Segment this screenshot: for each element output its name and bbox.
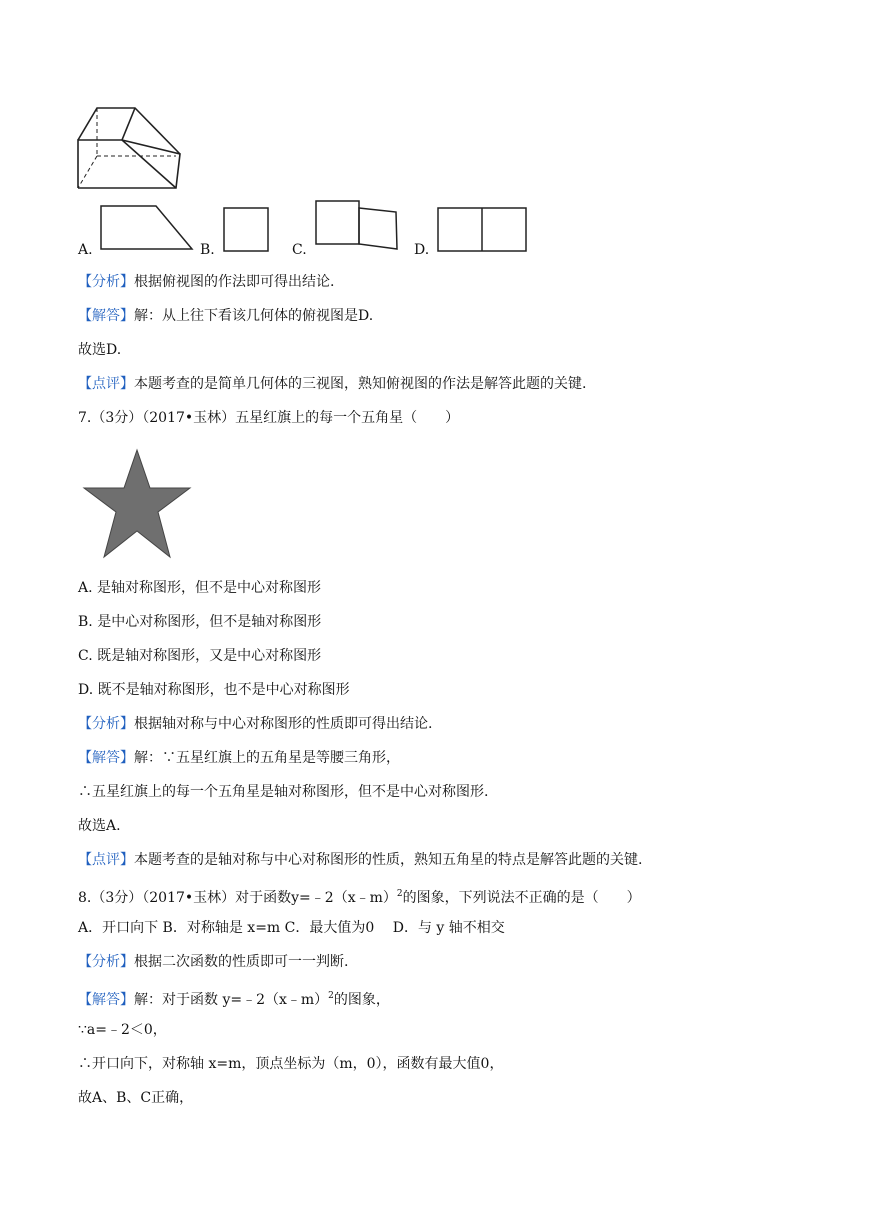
q8-options: A．开口向下 B．对称轴是 x=m C．最大值为0 D．与 y 轴不相交	[78, 920, 505, 936]
q8-question: 8.（3分）（2017•玉林）对于函数y=﹣2（x﹣m）$^2$的图象，下列说法不正确的是（ ）	[78, 889, 641, 906]
option-a-label: A.	[78, 242, 93, 258]
q8-analysis: 【分析】根据二次函数的性质即可一一判断.	[78, 954, 349, 970]
option-b-label: B.	[200, 242, 215, 258]
q7-option-a: A. 是轴对称图形，但不是中心对称图形	[78, 580, 322, 596]
q7-answer: 【解答】解：∵五星红旗上的五角星是等腰三角形，	[78, 750, 400, 766]
q8-step-1: ∵a=﹣2＜0，	[78, 1022, 167, 1038]
q6-choice: 故选D.	[78, 342, 122, 358]
q7-question: 7.（3分）（2017•玉林）五星红旗上的每一个五角星（ ）	[78, 410, 460, 426]
q6-comment: 【点评】本题考查的是简单几何体的三视图，熟知俯视图的作法是解答此题的关键.	[78, 376, 587, 392]
star-figure	[80, 447, 194, 561]
option-c-label: C.	[292, 242, 307, 258]
q7-comment: 【点评】本题考查的是轴对称与中心对称图形的性质，熟知五角星的特点是解答此题的关键.	[78, 852, 643, 868]
option-b-square	[222, 206, 272, 254]
option-d-figure	[436, 206, 530, 254]
q7-option-b: B. 是中心对称图形，但不是轴对称图形	[78, 614, 322, 630]
q7-analysis: 【分析】根据轴对称与中心对称图形的性质即可得出结论.	[78, 716, 433, 732]
q7-option-d: D. 既不是轴对称图形，也不是中心对称图形	[78, 682, 350, 698]
q8-answer: 【解答】解：对于函数 y=﹣2（x﹣m）$^2$的图象，	[78, 991, 390, 1008]
q7-option-c: C. 既是轴对称图形，又是中心对称图形	[78, 648, 322, 664]
option-c-figure	[314, 198, 404, 252]
option-d-label: D.	[414, 242, 430, 258]
q7-answer-2: ∴五星红旗上的每一个五角星是轴对称图形，但不是中心对称图形.	[78, 784, 489, 800]
q8-step-2: ∴开口向下，对称轴 x=m，顶点坐标为（m，0），函数有最大值0，	[78, 1056, 504, 1072]
q6-answer: 【解答】解：从上往下看该几何体的俯视图是D.	[78, 308, 374, 324]
q8-step-3: 故A、B、C正确，	[78, 1090, 194, 1106]
solid-figure	[72, 100, 187, 192]
q6-analysis: 【分析】根据俯视图的作法即可得出结论.	[78, 274, 335, 290]
q7-choice: 故选A.	[78, 818, 121, 834]
option-a-trapezoid	[98, 203, 198, 253]
